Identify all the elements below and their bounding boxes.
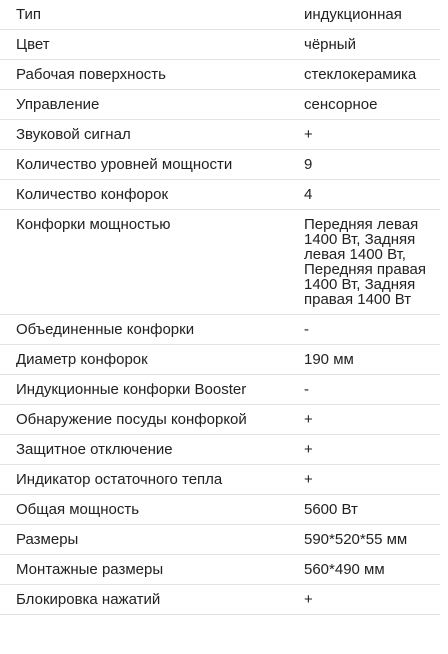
spec-row-safety-shutoff <box>0 435 440 465</box>
spec-value: 4 <box>295 180 440 210</box>
spec-row-burner-diameter <box>0 345 440 375</box>
spec-name: Рабочая поверхность <box>0 60 295 90</box>
spec-row-residual-heat <box>0 465 440 495</box>
spec-name: Блокировка нажатий <box>0 585 295 615</box>
spec-value: - <box>295 315 440 345</box>
spec-row-control <box>0 90 440 120</box>
spec-name: Диаметр конфорок <box>0 345 295 375</box>
spec-name: Цвет <box>0 30 295 60</box>
spec-value: 9 <box>295 150 440 180</box>
spec-value: - <box>295 375 440 405</box>
spec-value: Передняя левая 1400 Вт, Задняя левая 1400 Вт, Передняя правая 1400 Вт, Задняя правая 1400 Вт <box>295 210 440 315</box>
spec-value: 590*520*55 мм <box>295 525 440 555</box>
spec-row-type <box>0 0 440 30</box>
spec-row-child-lock <box>0 585 440 615</box>
spec-name: Конфорки мощностью <box>0 210 295 315</box>
spec-row-cutout-dimensions <box>0 555 440 585</box>
spec-value: + <box>295 585 440 615</box>
spec-row-burner-count <box>0 180 440 210</box>
spec-row-surface <box>0 60 440 90</box>
spec-row-burner-power <box>0 210 440 315</box>
spec-value: стеклокерамика <box>295 60 440 90</box>
spec-name: Количество уровней мощности <box>0 150 295 180</box>
spec-value: сенсорное <box>295 90 440 120</box>
spec-name: Индукционные конфорки Booster <box>0 375 295 405</box>
spec-name: Звуковой сигнал <box>0 120 295 150</box>
spec-value: + <box>295 405 440 435</box>
spec-row-color <box>0 30 440 60</box>
spec-name: Монтажные размеры <box>0 555 295 585</box>
spec-value: + <box>295 120 440 150</box>
spec-name: Размеры <box>0 525 295 555</box>
spec-name: Управление <box>0 90 295 120</box>
spec-value: + <box>295 435 440 465</box>
spec-row-sound-signal <box>0 120 440 150</box>
spec-row-total-power <box>0 495 440 525</box>
spec-row-dimensions <box>0 525 440 555</box>
spec-row-pan-detection <box>0 405 440 435</box>
spec-name: Обнаружение посуды конфоркой <box>0 405 295 435</box>
spec-name: Общая мощность <box>0 495 295 525</box>
spec-value: 5600 Вт <box>295 495 440 525</box>
spec-name: Тип <box>0 0 295 30</box>
spec-row-booster <box>0 375 440 405</box>
spec-value: 190 мм <box>295 345 440 375</box>
spec-name: Защитное отключение <box>0 435 295 465</box>
spec-value: чёрный <box>295 30 440 60</box>
spec-name: Индикатор остаточного тепла <box>0 465 295 495</box>
spec-name: Объединенные конфорки <box>0 315 295 345</box>
spec-value: 560*490 мм <box>295 555 440 585</box>
spec-row-power-levels <box>0 150 440 180</box>
spec-value: индукционная <box>295 0 440 30</box>
spec-name: Количество конфорок <box>0 180 295 210</box>
spec-row-combined-burners <box>0 315 440 345</box>
spec-value: + <box>295 465 440 495</box>
